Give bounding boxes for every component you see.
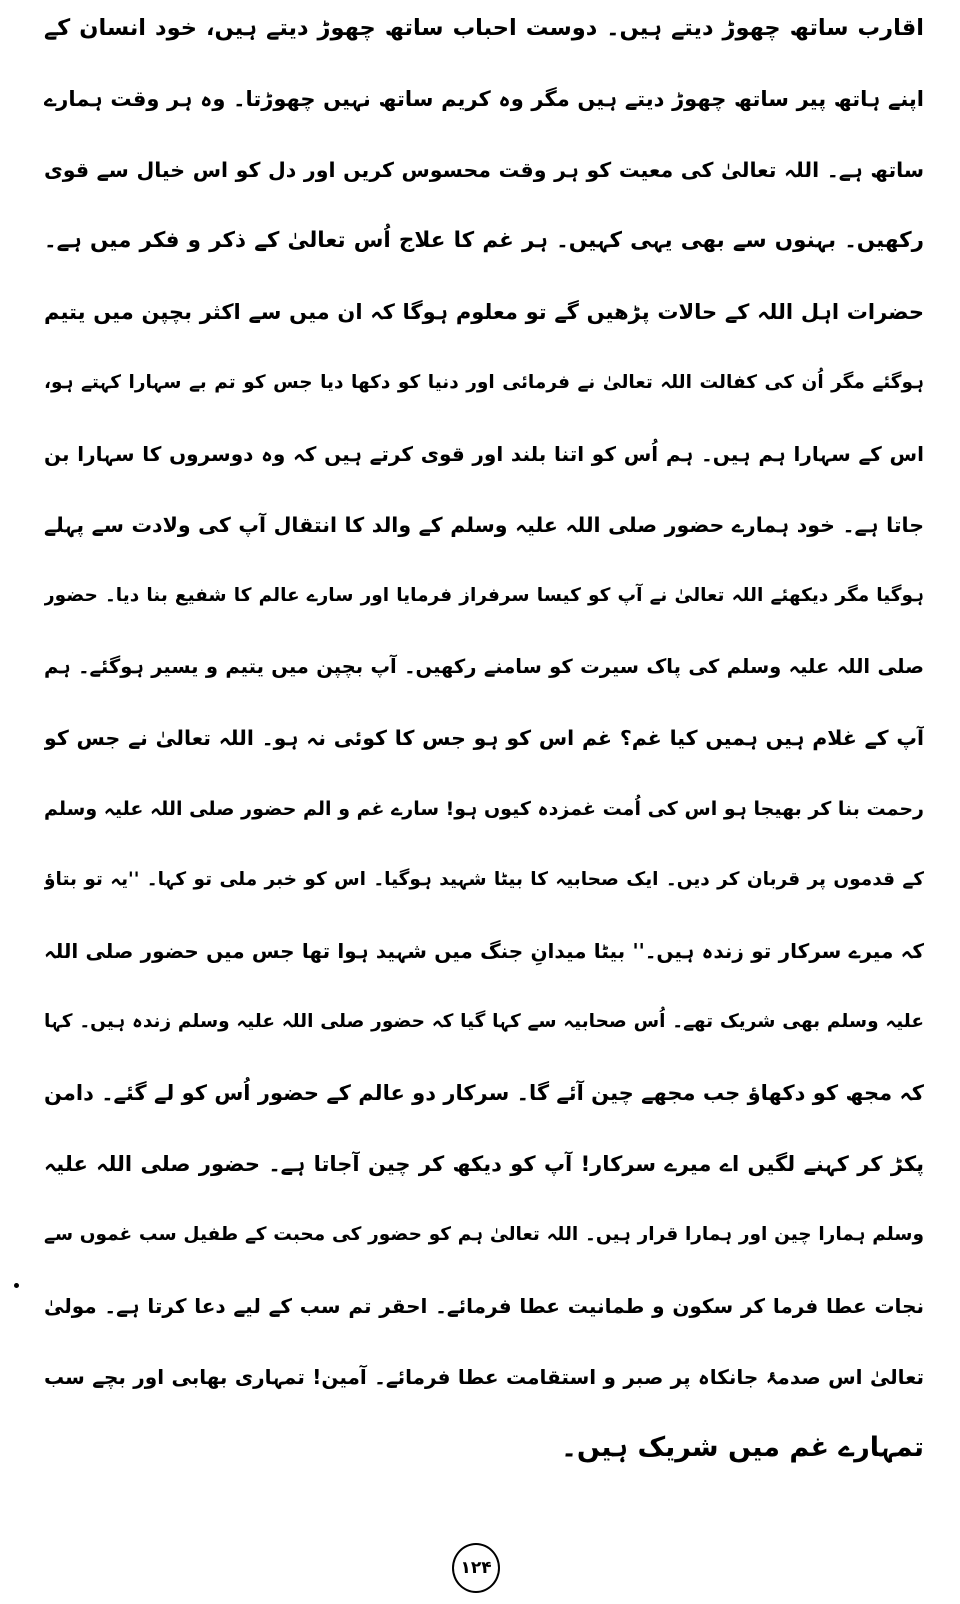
- text-line: ہوگئے مگر اُن کی کفالت اللہ تعالیٰ نے فرمائی اور دنیا کو دکھا دیا جس کو تم بے سہارا کہتے ہو،: [44, 372, 924, 393]
- text-line: رکھیں۔ بہنوں سے بھی یہی کہیں۔ ہر غم کا علاج اُس تعالیٰ کے ذکر و فکر میں ہے۔: [44, 228, 924, 253]
- text-line: اقارب ساتھ چھوڑ دیتے ہیں۔ دوست احباب ساتھ چھوڑ دیتے ہیں، خود انسان کے: [44, 15, 924, 41]
- text-line: ہوگیا مگر دیکھئے اللہ تعالیٰ نے آپ کو کیسا سرفراز فرمایا اور سارے عالم کا شفیع بنا دیا۔ حضور: [44, 585, 924, 606]
- text-line: اس کے سہارا ہم ہیں۔ ہم اُس کو اتنا بلند اور قوی کرتے ہیں کہ وہ دوسروں کا سہارا بن: [44, 442, 924, 466]
- text-line-last: تمہارے غم میں شریک ہیں۔: [561, 1432, 924, 1463]
- text-line: صلی اللہ علیہ وسلم کی پاک سیرت کو سامنے رکھیں۔ آپ بچپن میں یتیم و یسیر ہوگئے۔ ہم: [44, 655, 924, 678]
- text-line: آپ کے غلام ہیں ہمیں کیا غم؟ غم اس کو ہو جس کا کوئی نہ ہو۔ اللہ تعالیٰ نے جس کو: [44, 726, 924, 750]
- text-line: کہ مجھ کو دکھاؤ جب مجھے چین آئے گا۔ سرکار دو عالم کے حضور اُس کو لے گئے۔ دامن: [44, 1081, 924, 1105]
- text-line: اپنے ہاتھ پیر ساتھ چھوڑ دیتے ہیں مگر وہ کریم ساتھ نہیں چھوڑتا۔ وہ ہر وقت ہمارے: [44, 87, 924, 111]
- page-number: ۱۲۴: [452, 1543, 500, 1593]
- text-line: جاتا ہے۔ خود ہمارے حضور صلی اللہ علیہ وسلم کے والد کا انتقال آپ کی ولادت سے پہلے: [44, 513, 924, 537]
- text-line: کے قدموں پر قربان کر دیں۔ ایک صحابیہ کا بیٹا شہید ہوگیا۔ اس کو خبر ملی تو کہا۔ ''یہ تو بتاؤ: [44, 869, 924, 890]
- text-line: تعالیٰ اس صدمۂ جانکاہ پر صبر و استقامت عطا فرمائے۔ آمین! تمہاری بھابی اور بچے سب: [44, 1365, 924, 1389]
- margin-dot: [14, 1283, 19, 1288]
- text-line: رحمت بنا کر بھیجا ہو اس کی اُمت غمزدہ کیوں ہو! سارے غم و الم حضور صلی اللہ علیہ وسلم: [44, 798, 924, 820]
- text-line: ساتھ ہے۔ اللہ تعالیٰ کی معیت کو ہر وقت محسوس کریں اور دل کو اس خیال سے قوی: [44, 158, 924, 182]
- text-line: علیہ وسلم بھی شریک تھے۔ اُس صحابیہ سے کہا گیا کہ حضور صلی اللہ علیہ وسلم زندہ ہیں۔ کہا: [44, 1011, 924, 1032]
- text-line: نجات عطا فرما کر سکون و طمانیت عطا فرمائے۔ احقر تم سب کے لیے دعا کرتا ہے۔ مولیٰ: [44, 1294, 924, 1318]
- text-line: وسلم ہمارا چین اور ہمارا قرار ہیں۔ اللہ تعالیٰ ہم کو حضور کی محبت کے طفیل سب غموں سے: [44, 1224, 924, 1245]
- text-line: کہ میرے سرکار تو زندہ ہیں۔'' بیٹا میدانِ جنگ میں شہید ہوا تھا جس میں حضور صلی اللہ: [44, 939, 924, 963]
- text-line: حضرات اہل اللہ کے حالات پڑھیں گے تو معلوم ہوگا کہ ان میں سے اکثر بچپن میں یتیم: [44, 300, 924, 324]
- document-body: [44, 0, 924, 1491]
- text-line: پکڑ کر کہنے لگیں اے میرے سرکار! آپ کو دیکھ کر چین آجاتا ہے۔ حضور صلی اللہ علیہ: [44, 1152, 924, 1176]
